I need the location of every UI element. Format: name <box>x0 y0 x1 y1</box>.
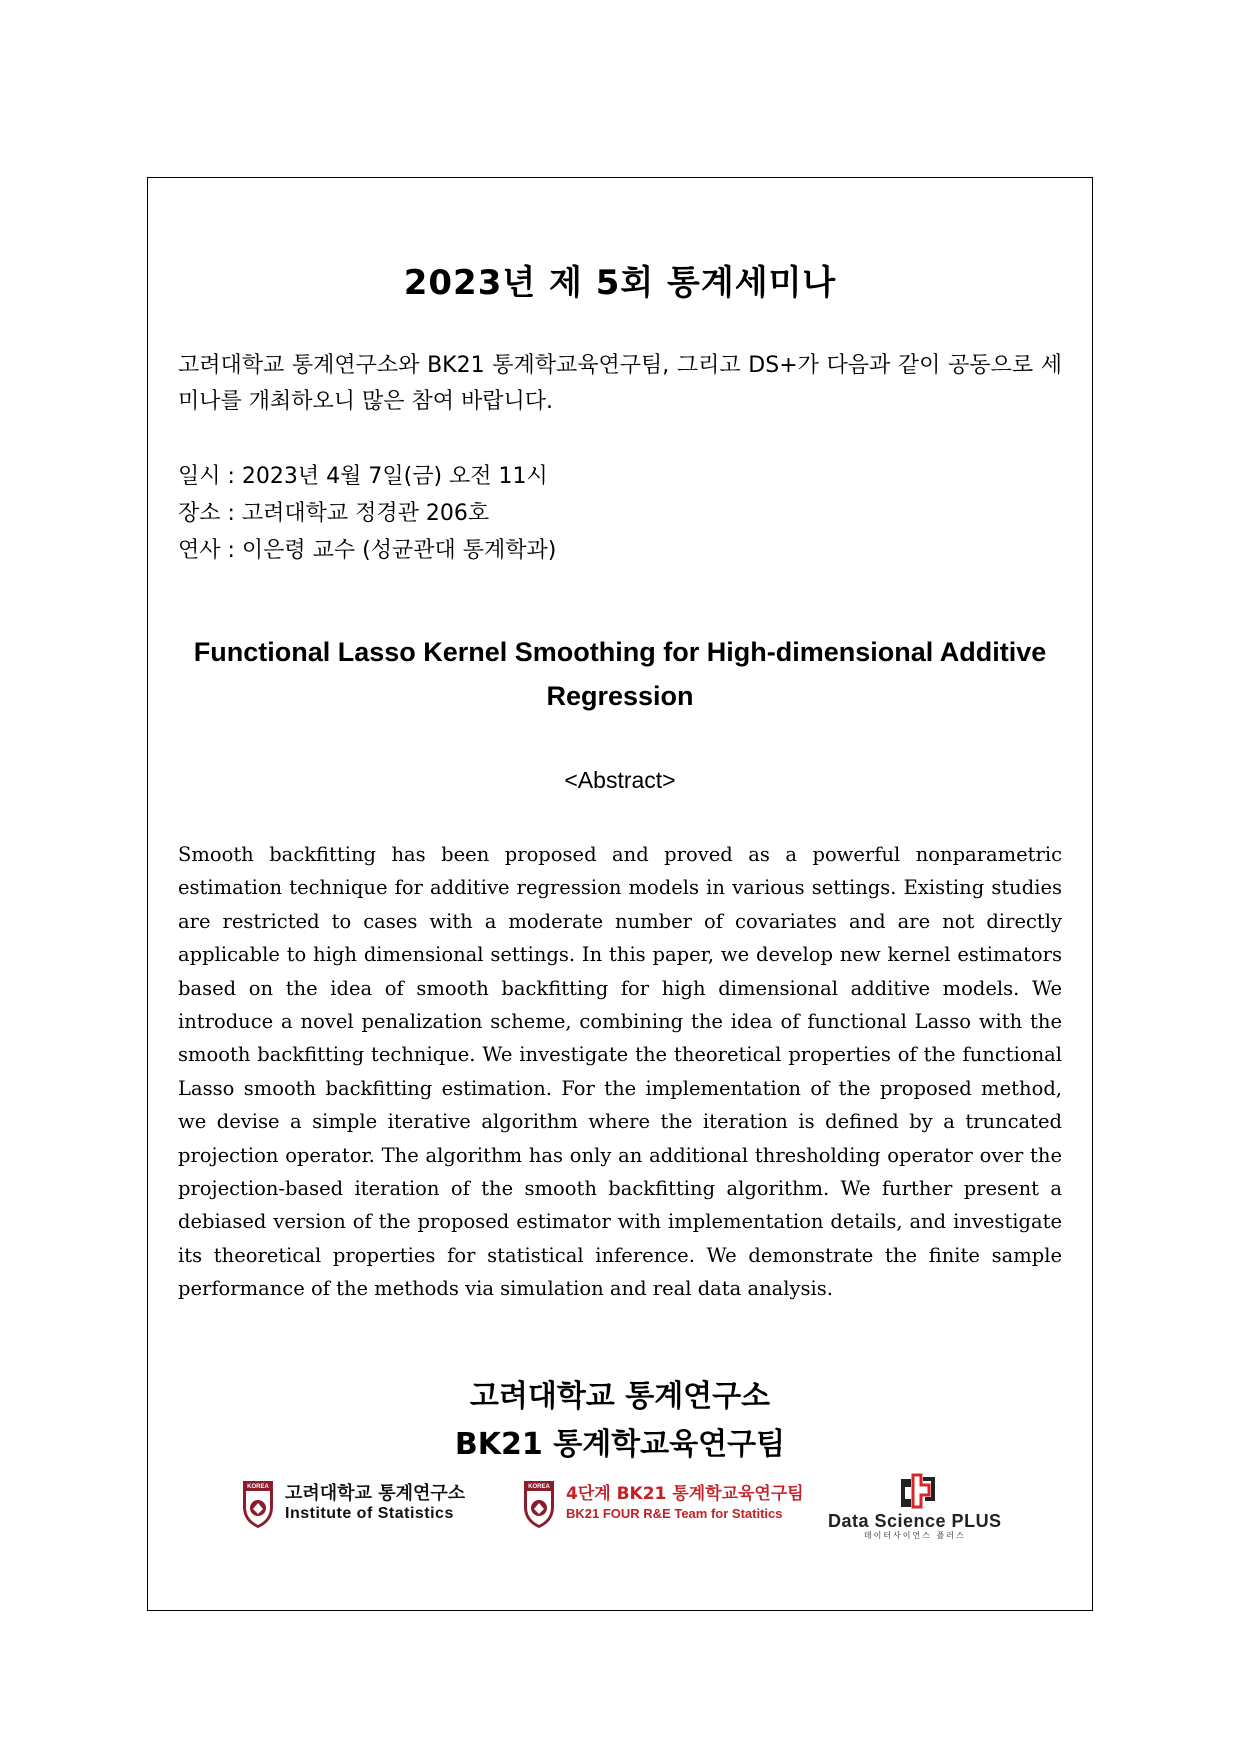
logo-row <box>178 1473 1062 1543</box>
bk21-logo-name: 4단계 BK21 통계학교육연구팀 <box>566 1484 804 1504</box>
seminar-speaker: 연사 : 이은령 교수 (성균관대 통계학과) <box>178 538 557 563</box>
ds-logo-name: Data Science PLUS <box>828 1511 1002 1531</box>
ku-logo-sub: Institute of Statistics <box>285 1505 454 1522</box>
svg-text:KOREA: KOREA <box>528 1484 550 1490</box>
seminar-date: 일시 : 2023년 4월 7일(금) 오전 11시 <box>178 464 548 489</box>
seminar-notice-frame <box>147 177 1093 1611</box>
organizers <box>178 1373 1062 1469</box>
intro-paragraph: 고려대학교 통계연구소와 BK21 통계학교육연구팀, 그리고 DS+가 다음과 같이 공동으로 세미나를 개최하오니 많은 참여 바랍니다. <box>178 353 1062 414</box>
seminar-place: 장소 : 고려대학교 정경관 206호 <box>178 501 490 526</box>
abstract-body: Smooth backfitting has been proposed and proved as a powerful nonparametric estimation technique for additive regression models in various settings. Existing studies are restricted to cases with a moderate number of covariates and are not directly applicable to high dimensional settings. In this paper, we develop new kernel estimators based on the idea of smooth backfitting for high dimensional additive models. We introduce a novel penalization scheme, combining the idea of functional Lasso with the smooth backfitting technique. We investigate the theoretical properties of the functional Lasso smooth backfitting estimation. For the implementation of the proposed method, we devise a simple iterative algorithm where the iteration is defined by a truncated projection operator. The algorithm has only an additional thresholding operator over the projection-based iteration of the smooth backfitting algorithm. We further present a debiased version of the proposed estimator with implementation details, and investigate its theoretical properties for statistical inference. We demonstrate the finite sample performance of the methods via simulation and real data analysis. <box>178 843 1062 1301</box>
organizer-institute: 고려대학교 통계연구소 <box>469 1379 771 1414</box>
ku-shield-icon <box>241 1479 275 1529</box>
svg-text:KOREA: KOREA <box>247 1484 269 1490</box>
ku-institute-logo <box>241 1479 465 1529</box>
ds-logo-sub: 데이터사이언스 플러스 <box>863 1531 966 1540</box>
abstract-heading: <Abstract> <box>564 767 676 793</box>
seminar-info <box>178 458 556 569</box>
talk-title <box>178 630 1062 718</box>
ku-logo-name: 고려대학교 통계연구소 <box>285 1483 466 1504</box>
seminar-title: 2023년 제 5회 통계세미나 <box>403 263 837 303</box>
ds-plus-logo <box>828 1473 1002 1541</box>
talk-title-line2: Regression <box>546 681 694 711</box>
bk21-logo-sub: BK21 FOUR R&E Team for Statitics <box>566 1506 783 1521</box>
talk-title-line1: Functional Lasso Kernel Smoothing for High-dimensional Additive <box>193 637 1047 667</box>
bk21-shield-icon <box>522 1479 556 1529</box>
ds-plus-mark-icon <box>891 1473 939 1511</box>
organizer-bk21: BK21 통계학교육연구팀 <box>454 1427 786 1462</box>
bk21-logo <box>522 1479 804 1529</box>
